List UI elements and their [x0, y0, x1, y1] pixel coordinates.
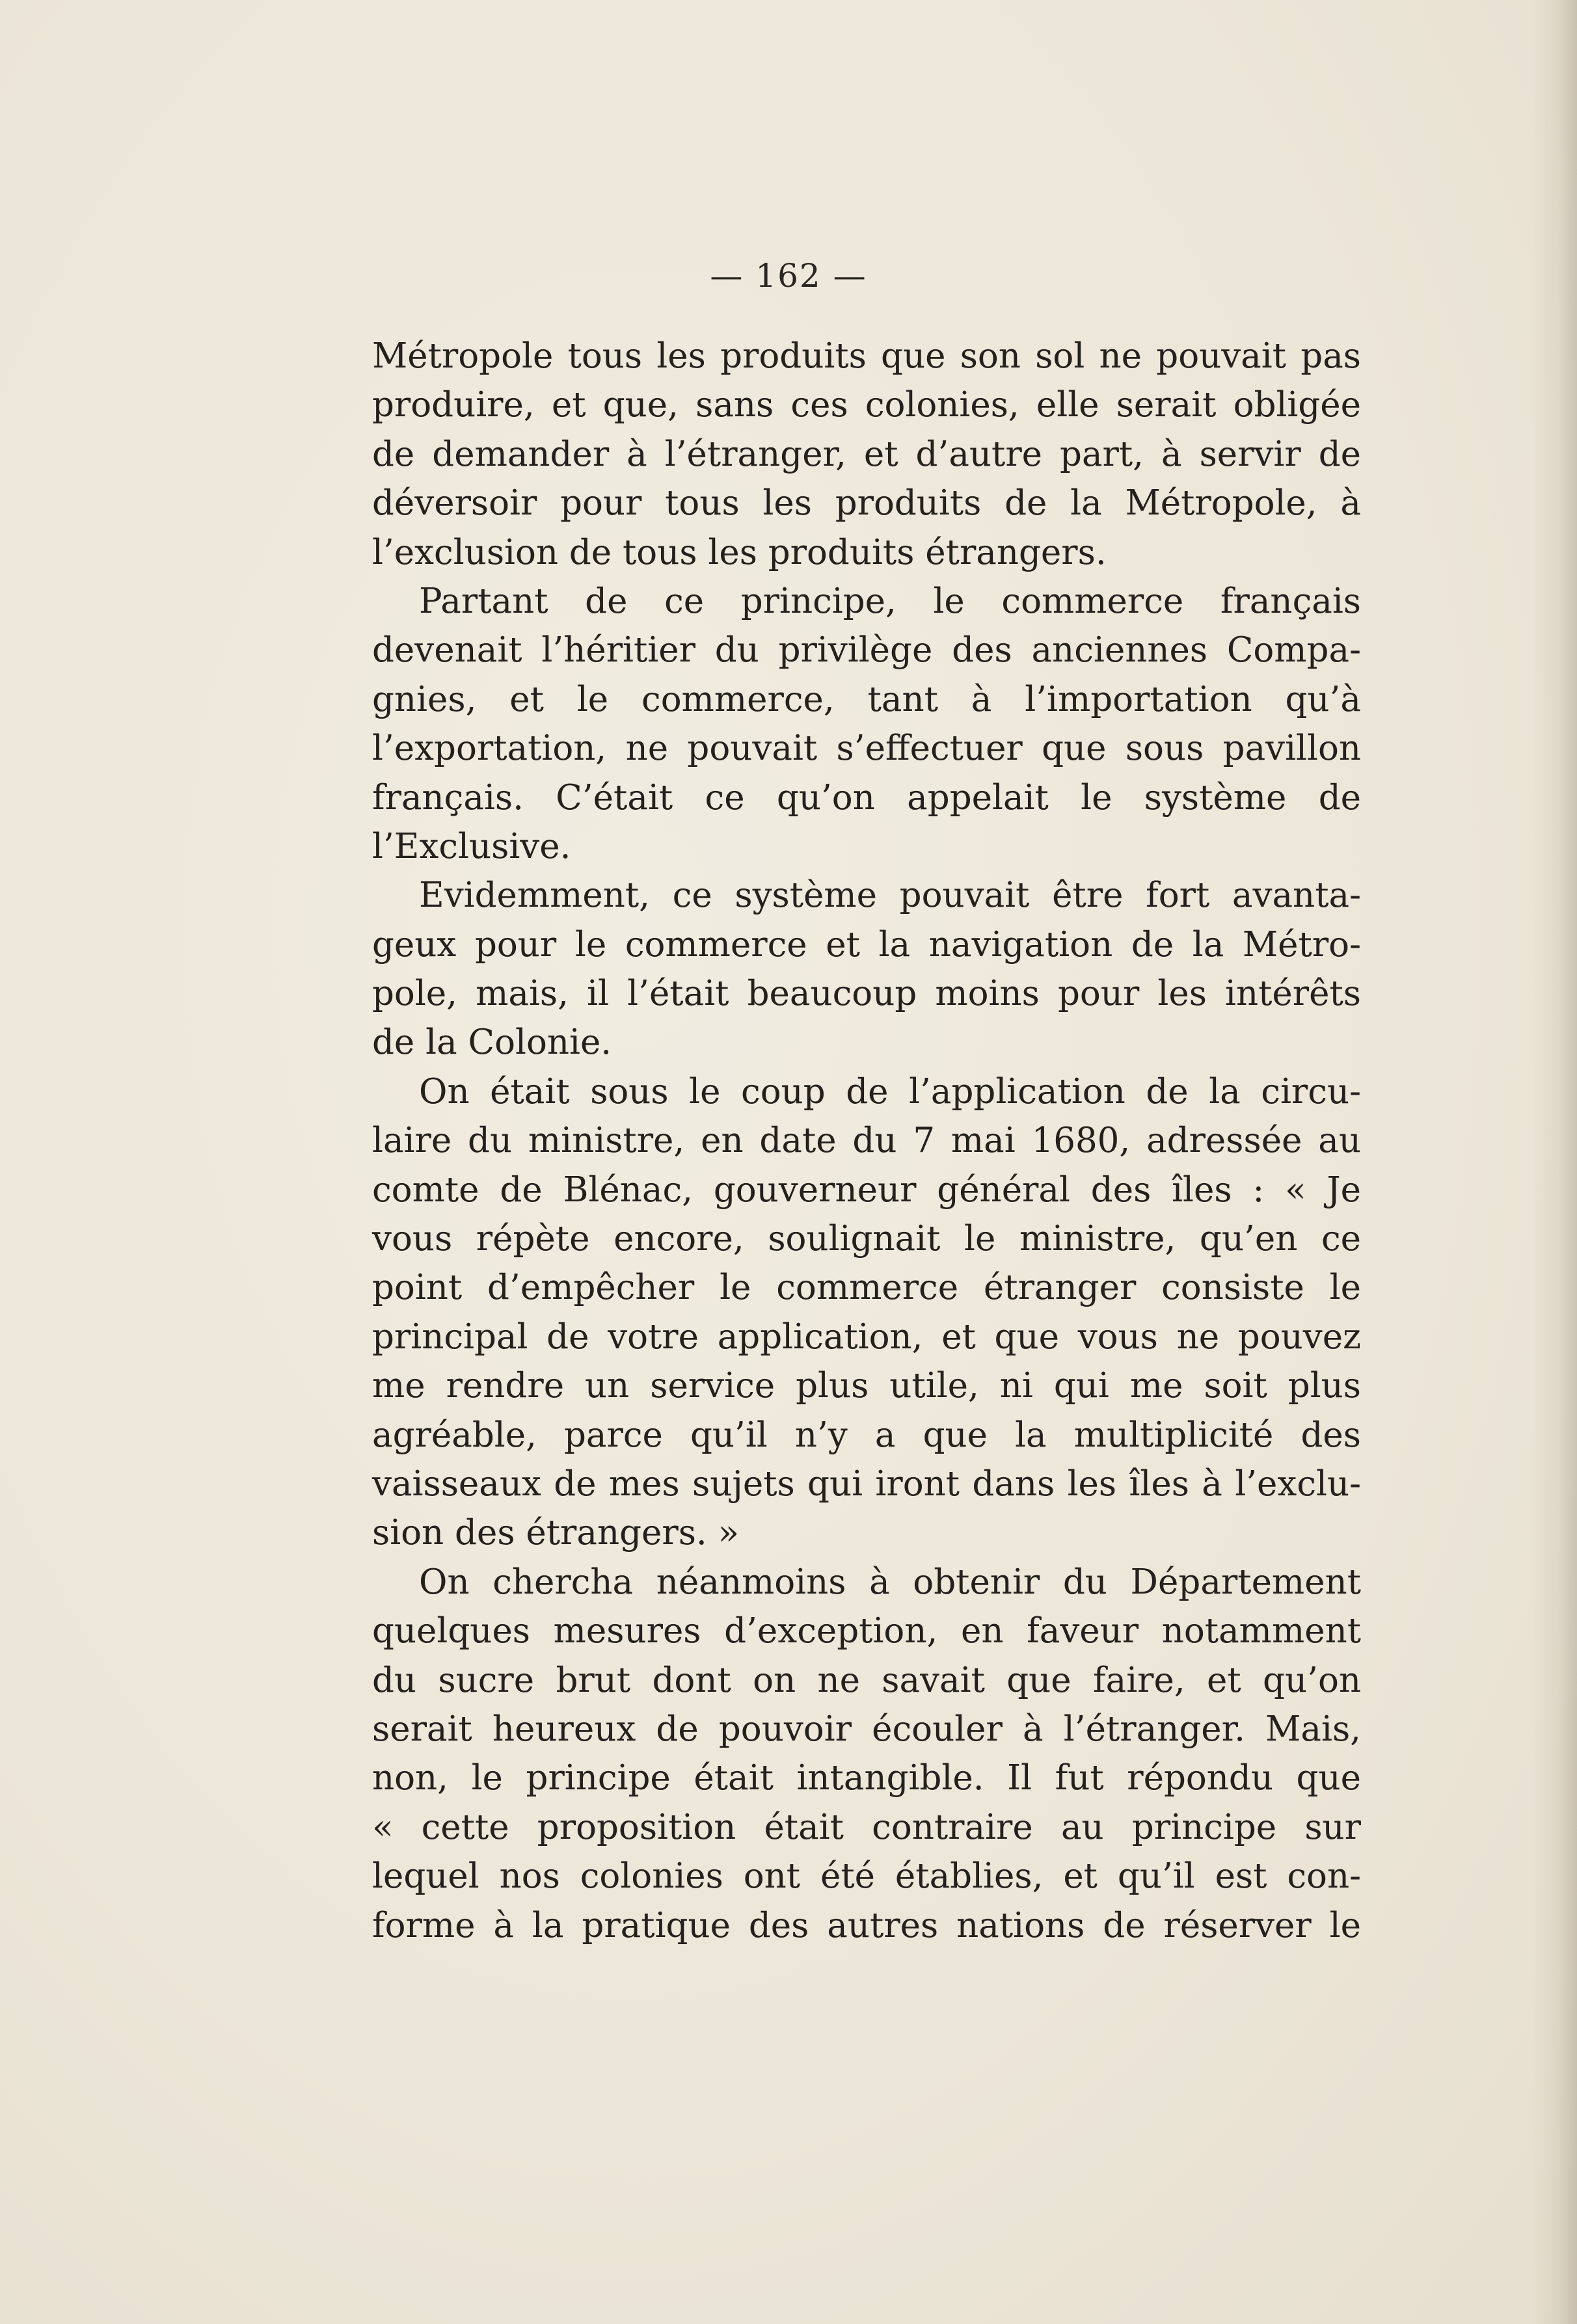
page-number: — 162 — — [710, 257, 867, 295]
text-line: me rendre un service plus utile, ni qui me soit plus — [372, 1366, 1361, 1406]
text-line: l’exclusion de tous les produits étrangers. — [372, 532, 1107, 572]
text-line: devenait l’héritier du privilège des anciennes Compa- — [372, 630, 1361, 671]
text-line: Partant de ce principe, le commerce français — [419, 581, 1361, 621]
text-line: lequel nos colonies ont été établies, et qu’il est con- — [372, 1856, 1361, 1897]
text-line: vous répète encore, soulignait le ministre, qu’en ce — [372, 1219, 1361, 1259]
body-text — [372, 332, 1361, 1950]
text-line: sion des étrangers. » — [372, 1513, 740, 1553]
text-line: Evidemment, ce système pouvait être fort avanta- — [419, 875, 1361, 916]
text-line: français. C’était ce qu’on appelait le système de — [372, 777, 1361, 818]
text-line: non, le principe était intangible. Il fut répondu que — [372, 1758, 1361, 1798]
text-line: principal de votre application, et que vous ne pouvez — [372, 1316, 1361, 1357]
text-line: quelques mesures d’exception, en faveur notamment — [372, 1611, 1361, 1651]
text-line: On était sous le coup de l’application de la circu- — [419, 1071, 1361, 1112]
text-line: comte de Blénac, gouverneur général des îles : « Je — [372, 1169, 1361, 1210]
text-line: agréable, parce qu’il n’y a que la multiplicité des — [372, 1415, 1361, 1455]
text-line: l’exportation, ne pouvait s’effectuer que sous pavillon — [372, 728, 1361, 769]
text-line: « cette proposition était contraire au principe sur — [372, 1807, 1361, 1847]
text-line: du sucre brut dont on ne savait que faire, et qu’on — [372, 1660, 1361, 1700]
text-line: de la Colonie. — [372, 1022, 612, 1063]
text-line: pole, mais, il l’était beaucoup moins pour les intérêts — [372, 974, 1361, 1014]
text-line: forme à la pratique des autres nations de réserver le — [372, 1905, 1361, 1945]
text-line: l’Exclusive. — [372, 826, 571, 866]
text-line: de demander à l’étranger, et d’autre part, à servir de — [372, 434, 1361, 474]
text-line: geux pour le commerce et la navigation de la Métro- — [372, 924, 1361, 965]
text-line: On chercha néanmoins à obtenir du Département — [419, 1562, 1361, 1602]
text-line: vaisseaux de mes sujets qui iront dans les îles à l’exclu- — [372, 1463, 1361, 1504]
text-line: gnies, et le commerce, tant à l’importation qu’à — [372, 679, 1361, 719]
text-line: laire du ministre, en date du 7 mai 1680, adressée au — [372, 1121, 1361, 1161]
text-line: produire, et que, sans ces colonies, elle serait obligée — [372, 385, 1361, 425]
text-line: Métropole tous les produits que son sol ne pouvait pas — [372, 336, 1361, 376]
text-line: point d’empêcher le commerce étranger consiste le — [372, 1268, 1361, 1308]
page-gutter-shadow — [1531, 0, 1577, 2324]
text-line: serait heureux de pouvoir écouler à l’étranger. Mais, — [372, 1709, 1361, 1749]
text-line: déversoir pour tous les produits de la Métropole, à — [372, 483, 1361, 524]
